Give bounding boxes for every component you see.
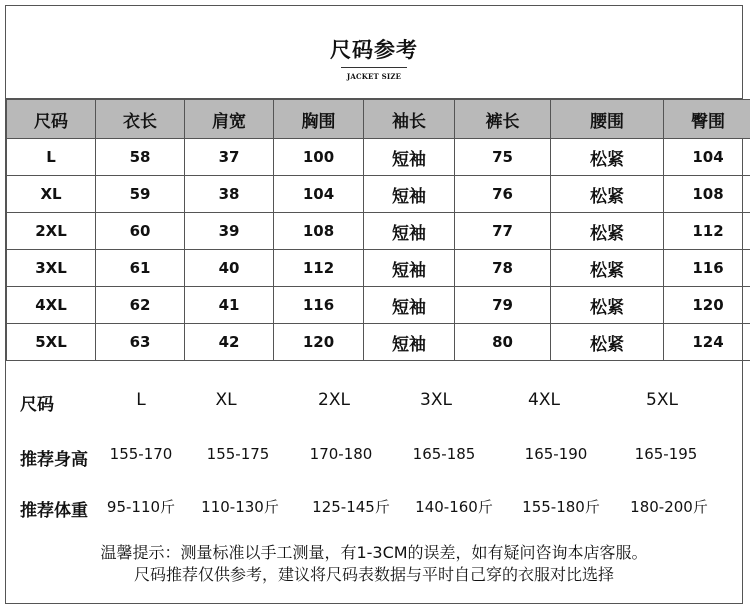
table-cell: XL [7, 176, 96, 213]
table-cell: L [7, 139, 96, 176]
column-header: 衣长 [96, 100, 185, 139]
table-cell: 短袖 [364, 139, 455, 176]
table-cell: 112 [274, 250, 364, 287]
table-row [7, 287, 750, 324]
table-cell: 2XL [7, 213, 96, 250]
size-value: 2XL [318, 390, 350, 410]
weight-value: 110-130斤 [201, 498, 279, 516]
table-cell: 3XL [7, 250, 96, 287]
table-cell: 60 [96, 213, 185, 250]
table-cell: 松紧 [551, 250, 664, 287]
table-cell: 77 [455, 213, 551, 250]
table-cell: 61 [96, 250, 185, 287]
column-header: 袖长 [364, 100, 455, 139]
table-cell: 短袖 [364, 287, 455, 324]
row-label: 推荐体重 [20, 501, 88, 521]
table-cell: 76 [455, 176, 551, 213]
size-value: XL [215, 390, 237, 410]
table-cell: 短袖 [364, 250, 455, 287]
table-cell: 5XL [7, 324, 96, 361]
column-header: 肩宽 [185, 100, 274, 139]
title-block [6, 6, 742, 99]
reference-note: 尺码推荐仅供参考，建议将尺码表数据与平时自己穿的衣服对比选择 [133, 565, 614, 584]
table-row [7, 250, 750, 287]
height-value: 170-180 [309, 445, 373, 463]
table-cell: 79 [455, 287, 551, 324]
table-row [7, 324, 750, 361]
table-cell: 100 [274, 139, 364, 176]
table-row [7, 176, 750, 213]
table-cell: 80 [455, 324, 551, 361]
size-value: 5XL [646, 390, 678, 410]
height-value: 165-185 [412, 445, 476, 463]
table-cell: 104 [664, 139, 750, 176]
height-value: 165-195 [634, 445, 698, 463]
table-cell: 松紧 [551, 176, 664, 213]
table-cell: 38 [185, 176, 274, 213]
table-row [7, 139, 750, 176]
table-cell: 4XL [7, 287, 96, 324]
weight-value: 95-110斤 [106, 498, 176, 516]
table-cell: 松紧 [551, 324, 664, 361]
row-label: 尺码 [20, 395, 54, 415]
table-cell: 112 [664, 213, 750, 250]
table-cell: 63 [96, 324, 185, 361]
weight-value: 155-180斤 [522, 498, 600, 516]
height-value: 155-175 [206, 445, 270, 463]
table-cell: 104 [274, 176, 364, 213]
height-value: 155-170 [109, 445, 173, 463]
table-cell: 78 [455, 250, 551, 287]
chart-subtitle: JACKET SIZE [346, 72, 402, 81]
table-cell: 108 [664, 176, 750, 213]
row-label: 推荐身高 [20, 450, 88, 470]
column-header: 腰围 [551, 100, 664, 139]
table-cell: 120 [274, 324, 364, 361]
table-cell: 松紧 [551, 139, 664, 176]
size-table [6, 99, 750, 361]
table-header-row [7, 100, 750, 139]
table-cell: 松紧 [551, 287, 664, 324]
chart-title: 尺码参考 [330, 37, 418, 62]
table-cell: 62 [96, 287, 185, 324]
table-cell: 40 [185, 250, 274, 287]
column-header: 尺码 [7, 100, 96, 139]
table-cell: 120 [664, 287, 750, 324]
table-cell: 短袖 [364, 213, 455, 250]
table-cell: 短袖 [364, 176, 455, 213]
weight-value: 140-160斤 [415, 498, 493, 516]
size-chart-card [5, 5, 743, 604]
table-cell: 116 [274, 287, 364, 324]
table-row [7, 213, 750, 250]
table-cell: 124 [664, 324, 750, 361]
column-header: 胸围 [274, 100, 364, 139]
table-cell: 39 [185, 213, 274, 250]
table-cell: 59 [96, 176, 185, 213]
table-cell: 75 [455, 139, 551, 176]
title-divider [341, 67, 407, 68]
size-value: 4XL [528, 390, 560, 410]
column-header: 裤长 [455, 100, 551, 139]
table-cell: 108 [274, 213, 364, 250]
table-cell: 42 [185, 324, 274, 361]
table-cell: 58 [96, 139, 185, 176]
table-cell: 116 [664, 250, 750, 287]
weight-value: 180-200斤 [630, 498, 708, 516]
column-header: 臀围 [664, 100, 750, 139]
table-cell: 松紧 [551, 213, 664, 250]
weight-value: 125-145斤 [312, 498, 390, 516]
tip-note: 温馨提示：测量标准以手工测量，有1-3CM的误差，如有疑问咨询本店客服。 [100, 543, 648, 562]
height-value: 165-190 [524, 445, 588, 463]
size-value: L [136, 390, 146, 410]
table-cell: 41 [185, 287, 274, 324]
size-value: 3XL [420, 390, 452, 410]
table-cell: 37 [185, 139, 274, 176]
table-cell: 短袖 [364, 324, 455, 361]
